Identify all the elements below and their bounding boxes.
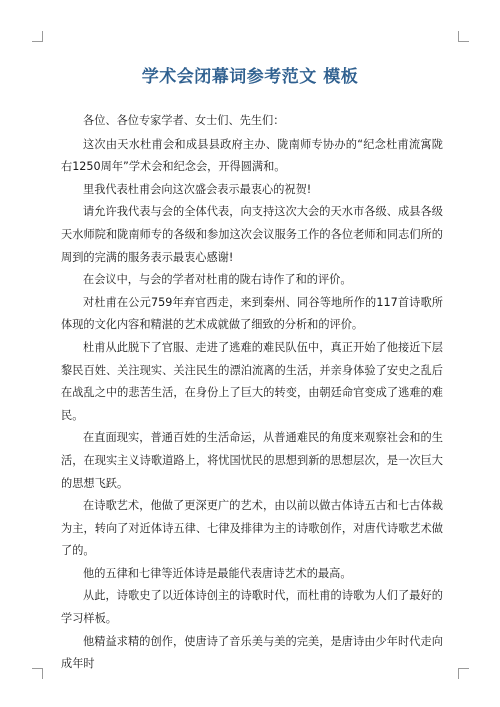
- body-paragraph: 杜甫从此脱下了官服、走进了逃难的难民队伍中，真正开始了他接近下层黎民百姓、关注现实、关注民生的漂泊流离的生活，并亲身体验了安史之乱后在战乱之中的悲苦生活，在身份上了巨大的转变，由朝廷命官变成了逃难的难民。: [61, 340, 443, 422]
- body-paragraph: 在会议中，与会的学者对杜甫的陇右诗作了和的评价。: [83, 273, 352, 287]
- body-paragraph: 这次由天水杜甫会和成县县政府主办、陇南师专协办的“纪念杜甫流寓陇右1250周年”学术会和纪念会，开得圆满和。: [61, 137, 443, 174]
- crop-mark: [458, 668, 469, 669]
- document-body: [61, 110, 443, 676]
- crop-mark: [458, 41, 469, 42]
- greeting-paragraph: 各位、各位专家学者、女士们、先生们：: [83, 114, 285, 127]
- body-paragraph: 他的五律和七律等近体诗是最能代表唐诗艺术的最高。: [83, 566, 352, 580]
- crop-mark: [42, 31, 43, 42]
- body-paragraph: 在直面现实，普通百姓的生活命运，从普通难民的角度来观察社会和的生活，在现实主义诗歌道路上，将忧国忧民的思想到新的思想层次，是一次巨大的思想飞跃。: [61, 431, 443, 490]
- crop-mark: [42, 668, 43, 679]
- body-paragraph: 里我代表杜甫会向这次盛会表示最衷心的祝贺!: [83, 182, 312, 196]
- page-title: 学术会闭幕词参考范文 模板: [141, 67, 359, 87]
- crop-mark: [458, 668, 459, 679]
- body-paragraph: 在诗歌艺术，他做了更深更广的艺术，由以前以做古体诗五古和七古体裁为主，转向了对近体诗五律、七律及排律为主的诗歌创作，对唐代诗歌艺术做了的。: [61, 499, 443, 558]
- body-paragraph: 对杜甫在公元759年弃官西走，来到秦州、同谷等地所作的117首诗歌所体现的文化内容和精湛的艺术成就做了细致的分析和的评价。: [61, 295, 443, 332]
- body-paragraph: 他精益求精的创作，使唐诗了音乐美与美的完美，是唐诗由少年时代走向成年时: [61, 634, 443, 671]
- body-paragraph: 从此，诗歌史了以近体诗创主的诗歌时代，而杜甫的诗歌为人们了最好的学习样板。: [61, 589, 443, 626]
- crop-mark: [458, 31, 459, 42]
- body-paragraph: 请允许我代表与会的全体代表，向支持这次大会的天水市各级、成县各级天水师院和陇南师专的各级和参加这次会议服务工作的各位老师和同志们所的周到的完满的服务表示最衷心感谢!: [61, 205, 443, 264]
